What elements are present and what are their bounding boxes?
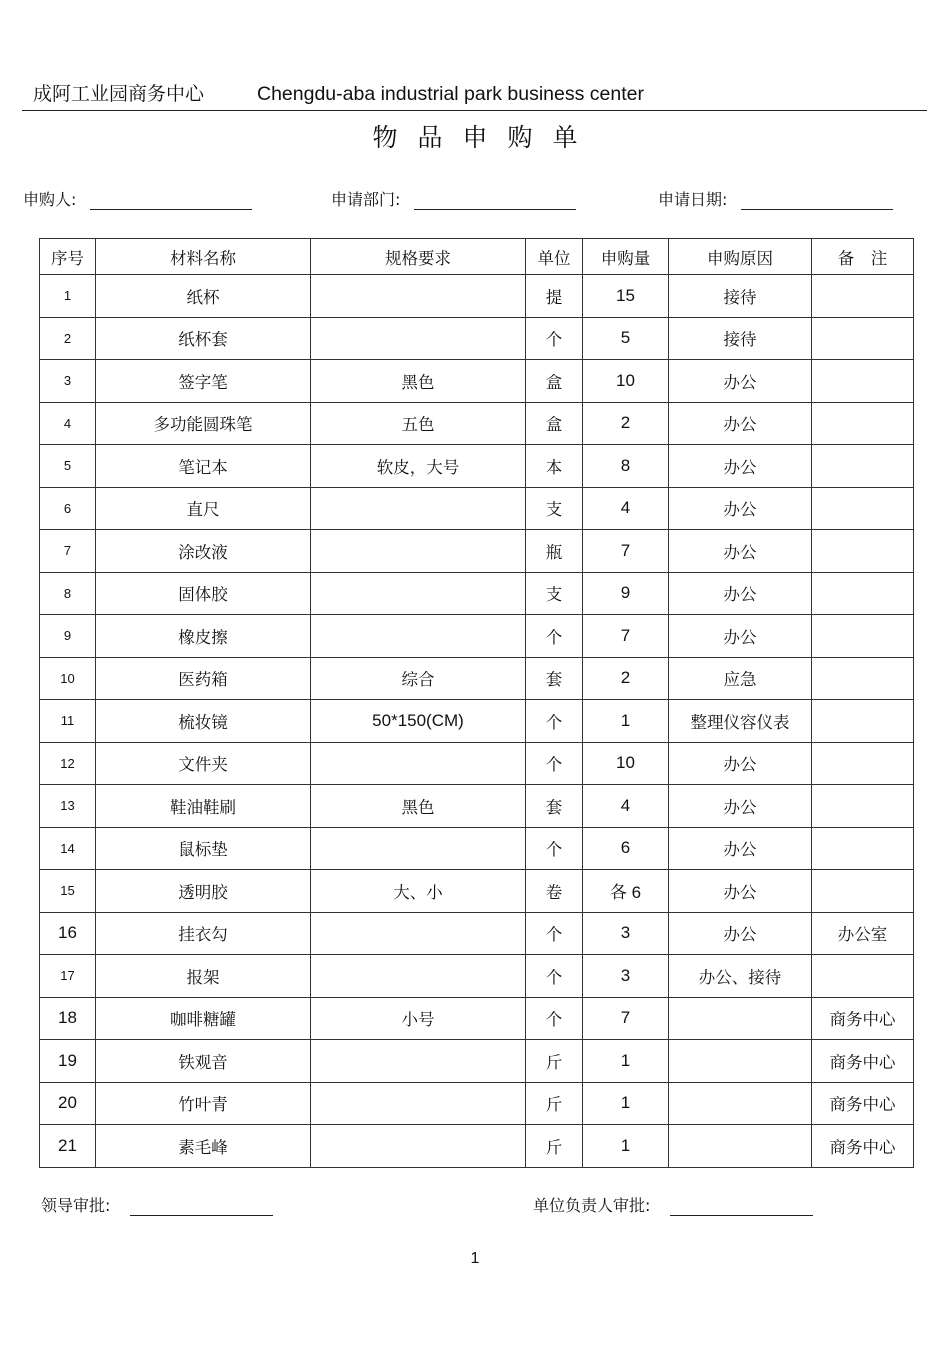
col-header-note: 备 注 [812, 239, 914, 275]
cell-reason: 办公 [669, 742, 812, 785]
table-row [40, 487, 914, 530]
cell-unit: 瓶 [526, 530, 583, 573]
cell-note [812, 530, 914, 573]
table-row [40, 445, 914, 488]
cell-reason: 应急 [669, 657, 812, 700]
table-row [40, 402, 914, 445]
cell-note [812, 742, 914, 785]
cell-name: 签字笔 [96, 360, 311, 403]
table-row [40, 615, 914, 658]
table-row [40, 700, 914, 743]
cell-name: 涂改液 [96, 530, 311, 573]
cell-seq: 4 [40, 402, 96, 445]
cell-unit: 个 [526, 700, 583, 743]
cell-reason: 接待 [669, 275, 812, 318]
cell-qty: 15 [583, 275, 669, 318]
cell-note: 商务中心 [812, 1125, 914, 1168]
cell-spec [311, 1082, 526, 1125]
cell-note [812, 275, 914, 318]
cell-reason [669, 1125, 812, 1168]
table-row [40, 955, 914, 998]
cell-unit: 本 [526, 445, 583, 488]
cell-unit: 斤 [526, 1082, 583, 1125]
leader-approval-blank[interactable] [130, 1197, 273, 1216]
cell-unit: 盒 [526, 360, 583, 403]
cell-note: 办公室 [812, 912, 914, 955]
cell-spec [311, 317, 526, 360]
cell-name: 固体胶 [96, 572, 311, 615]
cell-spec [311, 572, 526, 615]
table-row [40, 870, 914, 913]
cell-reason: 办公、接待 [669, 955, 812, 998]
cell-seq: 14 [40, 827, 96, 870]
cell-seq: 9 [40, 615, 96, 658]
cell-qty: 2 [583, 657, 669, 700]
table-row [40, 827, 914, 870]
cell-seq: 15 [40, 870, 96, 913]
cell-note: 商务中心 [812, 1040, 914, 1083]
cell-seq: 3 [40, 360, 96, 403]
department-field [331, 187, 576, 210]
cell-name: 直尺 [96, 487, 311, 530]
table-body [40, 275, 914, 1168]
table-header-row [40, 239, 914, 275]
leader-approval [41, 1193, 273, 1216]
table-row [40, 275, 914, 318]
cell-name: 挂衣勾 [96, 912, 311, 955]
cell-note [812, 955, 914, 998]
cell-note [812, 487, 914, 530]
applicant-field [23, 187, 252, 210]
cell-seq: 2 [40, 317, 96, 360]
table-row [40, 912, 914, 955]
col-header-reason: 申购原因 [669, 239, 812, 275]
cell-seq: 12 [40, 742, 96, 785]
cell-note [812, 360, 914, 403]
cell-name: 多功能圆珠笔 [96, 402, 311, 445]
cell-unit: 套 [526, 785, 583, 828]
cell-name: 纸杯套 [96, 317, 311, 360]
cell-seq: 13 [40, 785, 96, 828]
cell-name: 梳妆镜 [96, 700, 311, 743]
cell-seq: 20 [40, 1082, 96, 1125]
cell-qty: 7 [583, 615, 669, 658]
cell-note [812, 870, 914, 913]
col-header-qty: 申购量 [583, 239, 669, 275]
cell-reason: 整理仪容仪表 [669, 700, 812, 743]
cell-unit: 个 [526, 997, 583, 1040]
cell-qty: 5 [583, 317, 669, 360]
cell-unit: 个 [526, 955, 583, 998]
cell-name: 竹叶青 [96, 1082, 311, 1125]
table-row [40, 1125, 914, 1168]
cell-unit: 支 [526, 572, 583, 615]
cell-seq: 5 [40, 445, 96, 488]
cell-reason: 办公 [669, 530, 812, 573]
cell-unit: 提 [526, 275, 583, 318]
col-header-seq: 序号 [40, 239, 96, 275]
header-divider [22, 110, 927, 111]
cell-seq: 19 [40, 1040, 96, 1083]
department-blank[interactable] [414, 191, 576, 210]
cell-qty: 各 6 [583, 870, 669, 913]
cell-reason: 办公 [669, 445, 812, 488]
page-number: 1 [470, 1250, 480, 1267]
table-row [40, 785, 914, 828]
cell-spec [311, 1125, 526, 1168]
cell-spec [311, 1040, 526, 1083]
cell-reason [669, 1040, 812, 1083]
cell-spec [311, 275, 526, 318]
cell-spec [311, 742, 526, 785]
date-field [658, 187, 893, 210]
cell-qty: 2 [583, 402, 669, 445]
cell-spec: 黑色 [311, 360, 526, 403]
cell-seq: 8 [40, 572, 96, 615]
cell-reason: 办公 [669, 487, 812, 530]
cell-unit: 斤 [526, 1040, 583, 1083]
cell-qty: 1 [583, 1040, 669, 1083]
cell-reason: 办公 [669, 870, 812, 913]
cell-reason: 办公 [669, 360, 812, 403]
cell-name: 纸杯 [96, 275, 311, 318]
cell-note [812, 572, 914, 615]
cell-name: 咖啡糖罐 [96, 997, 311, 1040]
org-name-cn: 成阿工业园商务中心 [33, 83, 205, 105]
cell-note [812, 615, 914, 658]
cell-reason: 办公 [669, 785, 812, 828]
cell-qty: 3 [583, 912, 669, 955]
cell-name: 文件夹 [96, 742, 311, 785]
cell-reason: 办公 [669, 402, 812, 445]
cell-spec: 50*150(CM) [311, 700, 526, 743]
cell-reason: 办公 [669, 572, 812, 615]
cell-spec [311, 615, 526, 658]
cell-qty: 1 [583, 1082, 669, 1125]
cell-spec [311, 912, 526, 955]
cell-qty: 10 [583, 742, 669, 785]
applicant-blank[interactable] [90, 191, 252, 210]
cell-name: 医药箱 [96, 657, 311, 700]
cell-qty: 9 [583, 572, 669, 615]
cell-seq: 10 [40, 657, 96, 700]
table-row [40, 742, 914, 785]
cell-qty: 10 [583, 360, 669, 403]
cell-unit: 个 [526, 317, 583, 360]
cell-seq: 21 [40, 1125, 96, 1168]
purchase-table [39, 238, 914, 1168]
cell-note [812, 785, 914, 828]
cell-unit: 卷 [526, 870, 583, 913]
table-row [40, 317, 914, 360]
org-name-en: Chengdu-aba industrial park business center [257, 83, 644, 105]
cell-seq: 11 [40, 700, 96, 743]
cell-unit: 支 [526, 487, 583, 530]
department-label: 申请部门: [331, 190, 401, 209]
cell-name: 鞋油鞋刷 [96, 785, 311, 828]
table-row [40, 657, 914, 700]
cell-note [812, 700, 914, 743]
table-row [40, 530, 914, 573]
unit-head-approval [533, 1193, 813, 1216]
cell-note [812, 657, 914, 700]
cell-spec: 综合 [311, 657, 526, 700]
cell-unit: 套 [526, 657, 583, 700]
col-header-name: 材料名称 [96, 239, 311, 275]
cell-reason: 办公 [669, 827, 812, 870]
date-label: 申请日期: [658, 190, 728, 209]
cell-reason [669, 997, 812, 1040]
cell-spec: 五色 [311, 402, 526, 445]
cell-spec [311, 530, 526, 573]
cell-seq: 16 [40, 912, 96, 955]
cell-qty: 1 [583, 1125, 669, 1168]
cell-unit: 个 [526, 615, 583, 658]
cell-name: 报架 [96, 955, 311, 998]
cell-spec: 大、小 [311, 870, 526, 913]
cell-qty: 4 [583, 487, 669, 530]
cell-seq: 1 [40, 275, 96, 318]
table-row [40, 360, 914, 403]
cell-reason: 办公 [669, 912, 812, 955]
cell-unit: 个 [526, 827, 583, 870]
table-row [40, 1040, 914, 1083]
cell-reason [669, 1082, 812, 1125]
cell-qty: 7 [583, 997, 669, 1040]
cell-seq: 7 [40, 530, 96, 573]
table-row [40, 572, 914, 615]
cell-qty: 1 [583, 700, 669, 743]
cell-name: 透明胶 [96, 870, 311, 913]
cell-note [812, 827, 914, 870]
cell-name: 笔记本 [96, 445, 311, 488]
cell-unit: 个 [526, 912, 583, 955]
cell-note: 商务中心 [812, 1082, 914, 1125]
cell-note [812, 402, 914, 445]
cell-qty: 7 [583, 530, 669, 573]
cell-qty: 4 [583, 785, 669, 828]
cell-spec: 黑色 [311, 785, 526, 828]
cell-name: 素毛峰 [96, 1125, 311, 1168]
unit-head-approval-label: 单位负责人审批: [533, 1196, 651, 1215]
cell-spec: 小号 [311, 997, 526, 1040]
cell-spec: 软皮，大号 [311, 445, 526, 488]
table-row [40, 1082, 914, 1125]
cell-reason: 办公 [669, 615, 812, 658]
cell-seq: 18 [40, 997, 96, 1040]
cell-seq: 17 [40, 955, 96, 998]
leader-approval-label: 领导审批: [41, 1196, 111, 1215]
cell-reason: 接待 [669, 317, 812, 360]
unit-head-approval-blank[interactable] [670, 1197, 813, 1216]
cell-spec [311, 827, 526, 870]
cell-name: 橡皮擦 [96, 615, 311, 658]
col-header-spec: 规格要求 [311, 239, 526, 275]
cell-spec [311, 955, 526, 998]
cell-note [812, 317, 914, 360]
table-row [40, 997, 914, 1040]
cell-name: 鼠标垫 [96, 827, 311, 870]
cell-unit: 个 [526, 742, 583, 785]
cell-unit: 盒 [526, 402, 583, 445]
cell-qty: 3 [583, 955, 669, 998]
page-title: 物品申购单 [372, 123, 598, 152]
col-header-unit: 单位 [526, 239, 583, 275]
cell-note: 商务中心 [812, 997, 914, 1040]
cell-name: 铁观音 [96, 1040, 311, 1083]
cell-unit: 斤 [526, 1125, 583, 1168]
cell-seq: 6 [40, 487, 96, 530]
date-blank[interactable] [741, 191, 893, 210]
cell-qty: 6 [583, 827, 669, 870]
applicant-label: 申购人: [23, 190, 77, 209]
cell-note [812, 445, 914, 488]
cell-qty: 8 [583, 445, 669, 488]
cell-spec [311, 487, 526, 530]
document-header [33, 79, 644, 106]
